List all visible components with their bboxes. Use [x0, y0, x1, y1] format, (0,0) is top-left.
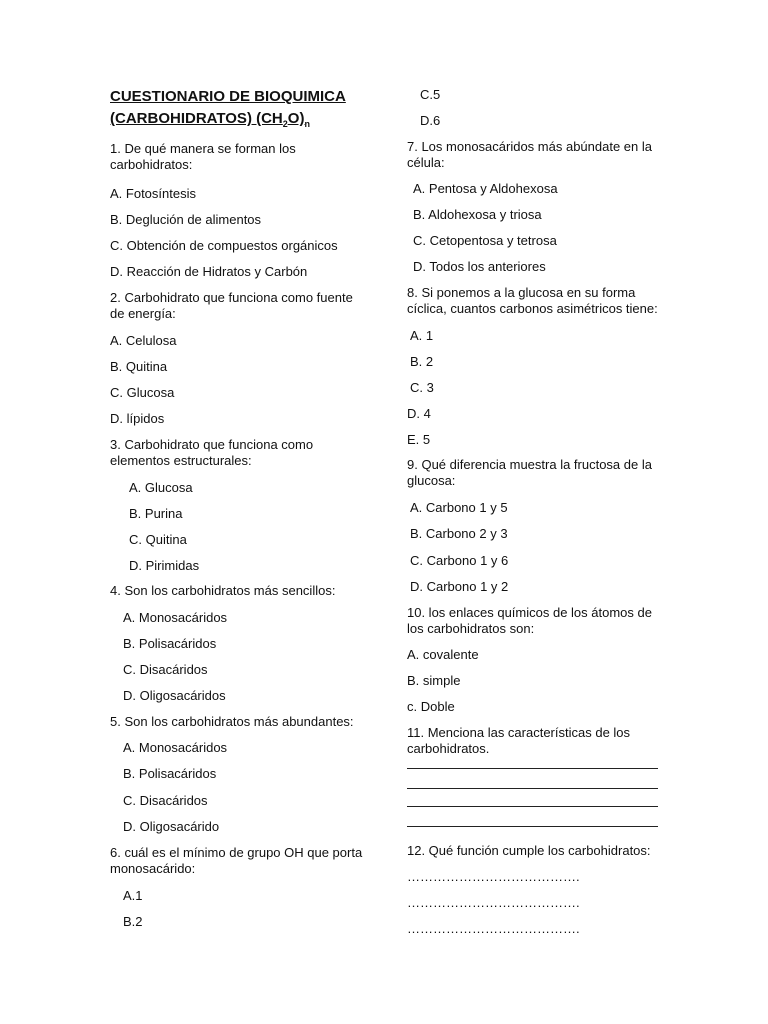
q10-option-a: A. covalente	[407, 647, 479, 662]
q5-option-b: B. Polisacáridos	[123, 766, 217, 781]
q9-option-d: D. Carbono 1 y 2	[410, 579, 509, 594]
q5-option-a: A. Monosacáridos	[123, 740, 228, 755]
title-formula-subscript: 2	[282, 119, 288, 129]
document-title-line1: CUESTIONARIO DE BIOQUIMICA	[110, 88, 346, 105]
question-12: 12. Qué función cumple los carbohidratos:	[407, 843, 651, 858]
question-4: 4. Son los carbohidratos más sencillos:	[110, 583, 336, 598]
q10-option-c: c. Doble	[407, 699, 455, 714]
q2-option-a: A. Celulosa	[110, 333, 177, 348]
title-formula-prefix: (CARBOHIDRATOS) (CH	[110, 110, 283, 127]
question-5: 5. Son los carbohidratos más abundantes:	[110, 714, 354, 729]
answer-line[interactable]	[407, 826, 658, 827]
answer-dots[interactable]: ………………………………….	[407, 895, 580, 910]
title-formula-mid: O)	[287, 110, 305, 127]
q2-option-d: D. lípidos	[110, 411, 165, 426]
q3-option-a: A. Glucosa	[129, 480, 193, 495]
q8-option-a: A. 1	[410, 328, 434, 343]
q6-option-a: A.1	[123, 888, 143, 903]
q4-option-a: A. Monosacáridos	[123, 610, 228, 625]
q1-option-b: B. Deglución de alimentos	[110, 212, 262, 227]
q7-option-d: D. Todos los anteriores	[413, 259, 546, 274]
q9-option-c: C. Carbono 1 y 6	[410, 553, 509, 568]
answer-line[interactable]	[407, 768, 658, 769]
q7-option-b: B. Aldohexosa y triosa	[413, 207, 542, 222]
q4-option-d: D. Oligosacáridos	[123, 688, 226, 703]
q1-option-a: A. Fotosíntesis	[110, 186, 196, 201]
q5-option-c: C. Disacáridos	[123, 793, 208, 808]
answer-line[interactable]	[407, 788, 658, 789]
q4-option-b: B. Polisacáridos	[123, 636, 217, 651]
q2-option-b: B. Quitina	[110, 359, 168, 374]
question-8: 8. Si ponemos a la glucosa en su forma cíclica, cuantos carbonos asimétricos tiene:	[407, 285, 658, 316]
q4-option-c: C. Disacáridos	[123, 662, 208, 677]
question-9: 9. Qué diferencia muestra la fructosa de la glucosa:	[407, 457, 652, 488]
q6-option-b: B.2	[123, 914, 143, 929]
answer-dots[interactable]: ………………………………….	[407, 869, 580, 884]
q8-option-e: E. 5	[407, 432, 431, 447]
q2-option-c: C. Glucosa	[110, 385, 175, 400]
q3-option-c: C. Quitina	[129, 532, 187, 547]
q1-option-d: D. Reacción de Hidratos y Carbón	[110, 264, 308, 279]
question-10: 10. los enlaces químicos de los átomos de los carbohidratos son:	[407, 605, 652, 636]
q3-option-d: D. Pirimidas	[129, 558, 200, 573]
q8-option-c: C. 3	[410, 380, 434, 395]
q9-option-b: B. Carbono 2 y 3	[410, 526, 508, 541]
q7-option-c: C. Cetopentosa y tetrosa	[413, 233, 557, 248]
title-formula-n: n	[304, 119, 310, 129]
q7-option-a: A. Pentosa y Aldohexosa	[413, 181, 558, 196]
question-2: 2. Carbohidrato que funciona como fuente de energía:	[110, 290, 353, 321]
q1-option-c: C. Obtención de compuestos orgánicos	[110, 238, 338, 253]
q8-option-d: D. 4	[407, 406, 431, 421]
question-6: 6. cuál es el mínimo de grupo OH que porta monosacárido:	[110, 845, 363, 876]
answer-line[interactable]	[407, 806, 658, 807]
q3-option-b: B. Purina	[129, 506, 183, 521]
question-7: 7. Los monosacáridos más abúndate en la célula:	[407, 139, 652, 170]
q8-option-b: B. 2	[410, 354, 434, 369]
q6-option-c: C.5	[420, 87, 441, 102]
question-3: 3. Carbohidrato que funciona como elementos estructurales:	[110, 437, 314, 468]
document-title-line2	[110, 110, 310, 129]
question-11: 11. Menciona las características de los carbohidratos.	[407, 725, 631, 756]
q9-option-a: A. Carbono 1 y 5	[410, 500, 508, 515]
q5-option-d: D. Oligosacárido	[123, 819, 220, 834]
q6-option-d: D.6	[420, 113, 441, 128]
q10-option-b: B. simple	[407, 673, 461, 688]
question-1: 1. De qué manera se forman los carbohidratos:	[110, 141, 296, 172]
answer-dots[interactable]: ………………………………….	[407, 921, 580, 936]
